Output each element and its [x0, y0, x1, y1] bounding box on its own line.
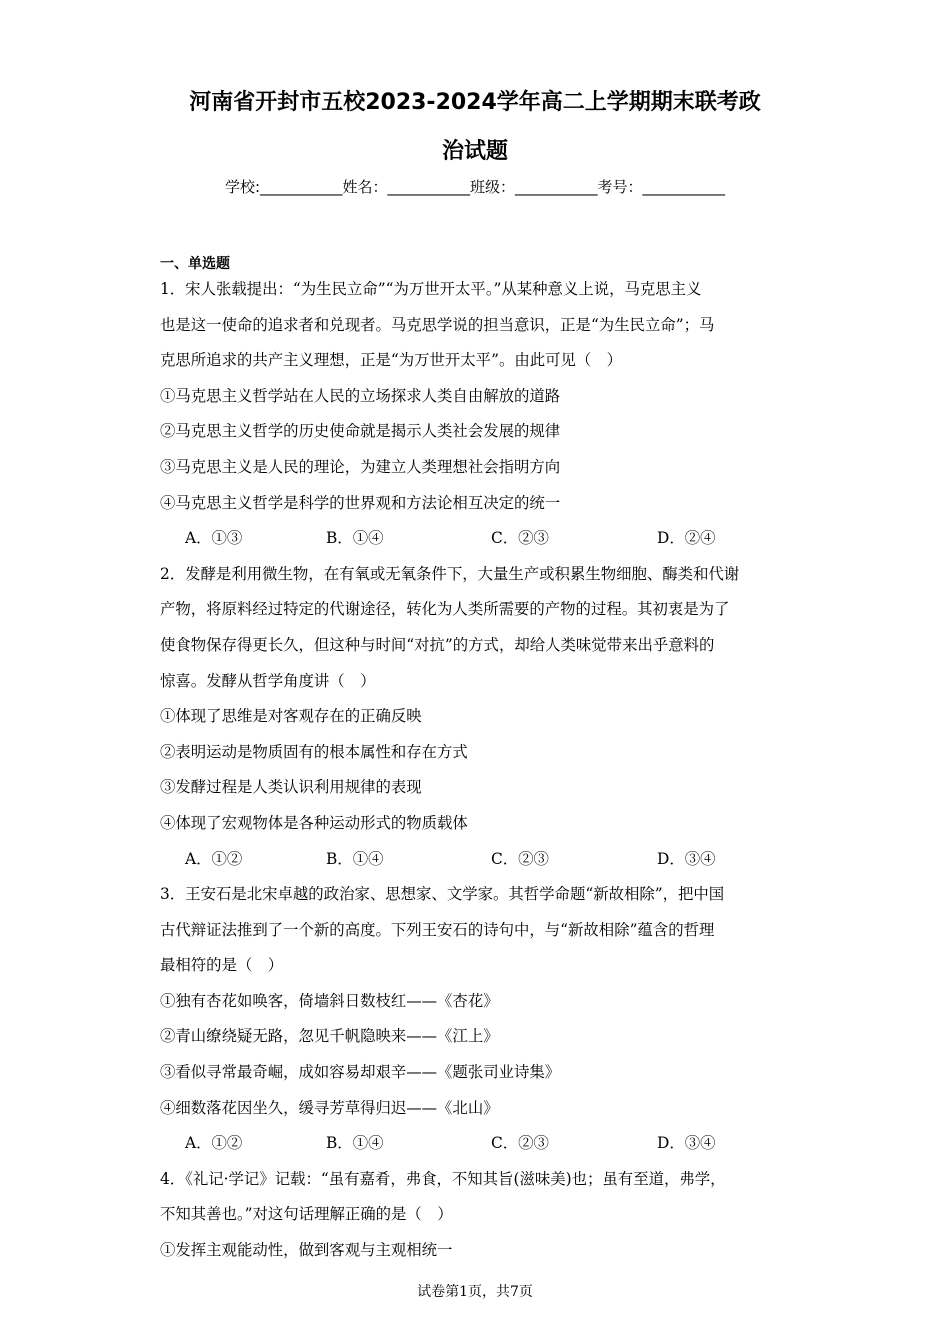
- option-statement: ④细数落花因坐久，缓寻芳草得归迟——《北山》: [160, 1098, 499, 1117]
- option-statement: ①马克思主义哲学站在人民的立场探求人类自由解放的道路: [160, 386, 561, 405]
- option-statement: ④体现了宏观物体是各种运动形式的物质载体: [160, 813, 468, 832]
- choice-b: B．①④: [326, 1134, 384, 1153]
- student-info-line: [0, 175, 950, 199]
- question-text-line: 3．王安石是北宋卓越的政治家、思想家、文学家。其哲学命题“新故相除”，把中国: [160, 885, 725, 904]
- option-statement: ④马克思主义哲学是科学的世界观和方法论相互决定的统一: [160, 493, 561, 512]
- school-field: 学校:___________: [224, 178, 343, 196]
- number-field: 考号：___________: [597, 178, 726, 196]
- choice-c: C．②③: [491, 849, 549, 868]
- question-text-line: 最相符的是（ ）: [160, 956, 284, 975]
- question-2: [160, 557, 790, 877]
- question-text-line: 克思所追求的共产主义理想，正是“为万世开太平”。由此可见（ ）: [160, 351, 623, 370]
- option-statement: ①发挥主观能动性，做到客观与主观相统一: [160, 1241, 453, 1260]
- answer-choices: [160, 1126, 790, 1162]
- choice-a: A．①②: [185, 849, 243, 868]
- choice-d: D．③④: [657, 1134, 716, 1153]
- option-statement: ②马克思主义哲学的历史使命就是揭示人类社会发展的规律: [160, 422, 561, 441]
- question-text-line: 惊喜。发酵从哲学角度讲（ ）: [160, 671, 376, 690]
- question-4: [160, 1162, 790, 1269]
- question-text-line: 也是这一使命的追求者和兑现者。马克思学说的担当意识，正是“为生民立命”；马: [160, 315, 715, 334]
- name-field: 姓名：___________: [342, 178, 471, 196]
- choice-b: B．①④: [326, 529, 384, 548]
- option-statement: ③马克思主义是人民的理论，为建立人类理想社会指明方向: [160, 457, 561, 476]
- option-statement: ①独有杏花如唤客，倚墙斜日数枝红——《杏花》: [160, 991, 499, 1010]
- question-3: [160, 877, 790, 1162]
- question-text-line: 4．《礼记·学记》记载：“虽有嘉肴，弗食，不知其旨(滋味美)也；虽有至道，弗学，: [160, 1169, 726, 1188]
- choice-c: C．②③: [491, 1134, 549, 1153]
- exam-title-line-2: 治试题: [441, 139, 508, 164]
- questions-container: [160, 272, 790, 1269]
- class-field: 班级：___________: [470, 178, 598, 196]
- question-text-line: 不知其善也。”对这句话理解正确的是（ ）: [160, 1205, 453, 1224]
- question-1: [160, 272, 790, 557]
- choice-d: D．③④: [657, 849, 716, 868]
- option-statement: ②表明运动是物质固有的根本属性和存在方式: [160, 742, 468, 761]
- option-statement: ①体现了思维是对客观存在的正确反映: [160, 707, 422, 726]
- question-text-line: 使食物保存得更长久，但这种与时间“对抗”的方式，却给人类味觉带来出乎意料的: [160, 635, 715, 654]
- question-text-line: 古代辩证法推到了一个新的高度。下列王安石的诗句中，与“新故相除”蕴含的哲理: [160, 920, 715, 939]
- choice-b: B．①④: [326, 849, 384, 868]
- option-statement: ③看似寻常最奇崛，成如容易却艰辛——《题张司业诗集》: [160, 1063, 561, 1082]
- option-statement: ③发酵过程是人类认识利用规律的表现: [160, 778, 422, 797]
- choice-a: A．①③: [185, 529, 243, 548]
- choice-d: D．②④: [657, 529, 716, 548]
- question-text-line: 产物，将原料经过特定的代谢途径，转化为人类所需要的产物的过程。其初衷是为了: [160, 600, 730, 619]
- choice-c: C．②③: [491, 529, 549, 548]
- page-footer: 试卷第1页，共7页: [417, 1284, 533, 1300]
- choice-a: A．①②: [185, 1134, 243, 1153]
- section-title: 一、单选题: [160, 256, 230, 272]
- answer-choices: [160, 842, 790, 878]
- option-statement: ②青山缭绕疑无路，忽见千帆隐映来——《江上》: [160, 1027, 499, 1046]
- question-text-line: 1．宋人张载提出：“为生民立命”“为万世开太平。”从某种意义上说，马克思主义: [160, 280, 702, 298]
- question-text-line: 2．发酵是利用微生物，在有氧或无氧条件下，大量生产或积累生物细胞、酶类和代谢: [160, 564, 740, 583]
- exam-title-line-1: 河南省开封市五校2023-2024学年高二上学期期末联考政: [189, 90, 761, 115]
- answer-choices: [160, 521, 790, 557]
